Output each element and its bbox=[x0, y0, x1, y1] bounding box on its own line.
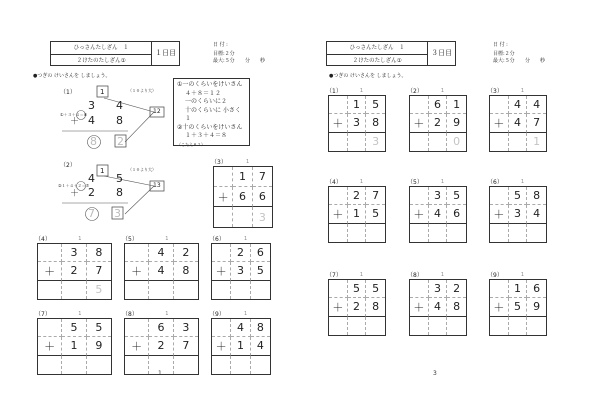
ex2-a-ones: 5 bbox=[116, 172, 123, 185]
addend-2-ones-cell: 5 bbox=[366, 205, 385, 223]
plus-sign-cell: ＋ bbox=[490, 114, 509, 132]
ex1-plus: ＋ bbox=[70, 117, 80, 127]
explain-line-7: （こたえ８２） bbox=[177, 141, 205, 147]
answer-cell[interactable] bbox=[410, 224, 429, 242]
addend-1-ones-cell: 5 bbox=[366, 96, 385, 114]
answer-cell[interactable] bbox=[509, 224, 528, 242]
addend-1-ones-cell: 5 bbox=[447, 187, 466, 205]
addend-2-ones-cell: 6 bbox=[253, 187, 272, 207]
plus-sign-cell: ＋ bbox=[38, 337, 62, 355]
target-time: 目標:２分 bbox=[213, 51, 235, 57]
addition-problem-grid bbox=[211, 318, 271, 375]
addend-1-tens-cell: 2 bbox=[348, 187, 367, 205]
addend-1-tens-cell: 4 bbox=[149, 244, 173, 262]
empty-cell bbox=[490, 280, 509, 298]
empty-cell bbox=[38, 319, 62, 337]
carry-mark: 1 bbox=[359, 272, 364, 278]
addition-problem-grid bbox=[37, 318, 112, 375]
explain-line-6: １＋３＋４＝８ bbox=[185, 132, 228, 139]
addend-1-ones-cell: 7 bbox=[253, 167, 272, 187]
answer-cell[interactable] bbox=[38, 281, 62, 299]
empty-cell bbox=[214, 167, 233, 187]
plus-sign-cell: ＋ bbox=[329, 114, 348, 132]
addend-1-ones-cell: 1 bbox=[447, 96, 466, 114]
time-units: 分 秒 bbox=[245, 58, 266, 64]
answer-ones-cell[interactable] bbox=[174, 281, 198, 299]
answer-cell[interactable] bbox=[231, 281, 250, 299]
addend-2-tens-cell: 1 bbox=[62, 337, 86, 355]
answer-cell[interactable] bbox=[125, 281, 149, 299]
addend-2-tens-cell: 2 bbox=[348, 298, 367, 316]
example-2-ten-note: （１０より大） bbox=[128, 167, 156, 172]
addend-1-tens-cell: 5 bbox=[348, 280, 367, 298]
addend-2-tens-cell: 2 bbox=[429, 114, 448, 132]
answer-cell[interactable] bbox=[231, 356, 250, 374]
answer-cell[interactable] bbox=[212, 356, 231, 374]
plus-sign-cell: ＋ bbox=[490, 298, 509, 316]
carry-box-digit-2: 1 bbox=[100, 167, 105, 175]
ex2-b-tens: 2 bbox=[88, 186, 95, 199]
addend-2-ones-cell: 8 bbox=[366, 114, 385, 132]
plus-sign-cell: ＋ bbox=[410, 114, 429, 132]
addend-1-ones-cell: 5 bbox=[366, 280, 385, 298]
carry-mark: 1 bbox=[440, 179, 445, 185]
example-2-step-note: ②１＋４＋２＝⑦ bbox=[58, 183, 90, 188]
answer-ones-cell[interactable]: 3 bbox=[372, 135, 380, 149]
carry-mark: 1 bbox=[244, 311, 248, 317]
addend-2-ones-cell: 7 bbox=[174, 337, 198, 355]
answer-ones-cell[interactable]: 1 bbox=[533, 135, 541, 149]
addend-2-ones-cell: 4 bbox=[527, 205, 546, 223]
addend-1-ones-cell: 7 bbox=[366, 187, 385, 205]
answer-cell[interactable] bbox=[329, 317, 348, 335]
addend-2-tens-cell: 4 bbox=[429, 298, 448, 316]
addition-problem-grid bbox=[124, 243, 199, 300]
explain-line-5: ②十のくらいをけいさん bbox=[177, 123, 243, 131]
addend-1-ones-cell: 4 bbox=[527, 96, 546, 114]
plus-sign-cell: ＋ bbox=[38, 262, 62, 280]
plus-sign-cell: ＋ bbox=[125, 337, 149, 355]
addend-2-ones-cell: 7 bbox=[527, 114, 546, 132]
addend-1-ones-cell: 8 bbox=[527, 187, 546, 205]
carry-mark: 1 bbox=[359, 179, 364, 185]
answer-cell[interactable] bbox=[125, 356, 149, 374]
problem-label: （1） bbox=[326, 88, 342, 95]
addend-1-ones-cell: 6 bbox=[251, 244, 270, 262]
answer-cell[interactable] bbox=[490, 317, 509, 335]
addend-2-ones-cell: 7 bbox=[87, 262, 111, 280]
problem-label: （2） bbox=[407, 88, 423, 95]
addend-2-ones-cell: 9 bbox=[447, 114, 466, 132]
plus-sign-cell: ＋ bbox=[410, 205, 429, 223]
answer-cell[interactable] bbox=[329, 133, 348, 151]
addition-problem-grid bbox=[328, 186, 386, 243]
answer-ones-cell[interactable]: 5 bbox=[95, 283, 103, 297]
carry-mark: 1 bbox=[440, 88, 445, 94]
ex2-result-ones: 3 bbox=[114, 207, 121, 220]
answer-cell[interactable] bbox=[509, 133, 528, 151]
example-2-carry-value: 13 bbox=[153, 182, 161, 189]
carry-mark: 1 bbox=[520, 179, 525, 185]
problem-label: （3） bbox=[211, 159, 227, 166]
addend-2-tens-cell: 4 bbox=[509, 114, 528, 132]
answer-ones-cell[interactable] bbox=[251, 356, 270, 374]
problem-label: （6） bbox=[209, 236, 225, 243]
addend-1-tens-cell: 6 bbox=[429, 96, 448, 114]
addend-1-tens-cell: 5 bbox=[509, 187, 528, 205]
addend-2-tens-cell: 3 bbox=[231, 262, 250, 280]
addition-problem-grid bbox=[489, 95, 547, 152]
plus-sign-cell: ＋ bbox=[329, 205, 348, 223]
answer-cell[interactable] bbox=[348, 133, 367, 151]
addend-1-ones-cell: 8 bbox=[87, 244, 111, 262]
worksheet-title: ひっさんたしざん １ bbox=[73, 45, 129, 51]
answer-cell[interactable] bbox=[429, 224, 448, 242]
carry-mark: 1 bbox=[165, 236, 169, 242]
problem-label: （5） bbox=[122, 236, 138, 243]
addition-problem-grid bbox=[211, 243, 271, 300]
day-label: ３日目 bbox=[431, 49, 453, 57]
addend-2-ones-cell: 9 bbox=[527, 298, 546, 316]
answer-cell[interactable] bbox=[348, 224, 367, 242]
answer-cell[interactable] bbox=[149, 281, 173, 299]
addition-problem-grid bbox=[37, 243, 112, 300]
addend-2-tens-cell: 3 bbox=[348, 114, 367, 132]
explain-line-2: ４＋８＝１２ bbox=[185, 89, 222, 97]
addition-problem-grid bbox=[409, 95, 467, 152]
answer-cell[interactable] bbox=[410, 133, 429, 151]
addend-2-ones-cell: 4 bbox=[251, 337, 270, 355]
answer-cell[interactable] bbox=[62, 281, 86, 299]
addend-2-tens-cell: 2 bbox=[62, 262, 86, 280]
explain-line-3: 一のくらいに２ bbox=[185, 98, 228, 105]
empty-cell bbox=[212, 319, 231, 337]
worksheet-subtitle: ２けたのたしざん① bbox=[327, 54, 427, 66]
problem-label: （9） bbox=[487, 272, 503, 279]
addition-problem-grid bbox=[328, 279, 386, 336]
answer-cell[interactable] bbox=[38, 356, 62, 374]
addend-2-tens-cell: 4 bbox=[149, 262, 173, 280]
addend-1-ones-cell: 3 bbox=[174, 319, 198, 337]
answer-ones-cell[interactable] bbox=[366, 317, 385, 335]
example-1-step-note: ①＋３＋４＝⑧ bbox=[60, 112, 88, 117]
empty-cell bbox=[125, 319, 149, 337]
answer-ones-cell[interactable] bbox=[251, 281, 270, 299]
ex1-a-tens: 3 bbox=[88, 99, 95, 112]
date-label: 日 付 : bbox=[213, 42, 228, 48]
plus-sign-cell: ＋ bbox=[329, 298, 348, 316]
addend-2-tens-cell: 1 bbox=[231, 337, 250, 355]
answer-ones-cell[interactable] bbox=[527, 224, 546, 242]
answer-ones-cell[interactable] bbox=[87, 356, 111, 374]
ex2-plus: ＋ bbox=[70, 189, 80, 199]
problem-label: （3） bbox=[487, 88, 503, 95]
answer-cell[interactable] bbox=[329, 224, 348, 242]
day-label: １日目 bbox=[155, 49, 177, 57]
addend-1-tens-cell: 3 bbox=[429, 280, 448, 298]
addend-2-tens-cell: 5 bbox=[509, 298, 528, 316]
addend-1-ones-cell: 5 bbox=[87, 319, 111, 337]
example-2-label: （2） bbox=[60, 162, 76, 169]
empty-cell bbox=[410, 280, 429, 298]
plus-sign-cell: ＋ bbox=[490, 205, 509, 223]
ex2-a-tens: 4 bbox=[88, 172, 95, 185]
answer-cell[interactable] bbox=[62, 356, 86, 374]
worksheet-header bbox=[326, 41, 456, 66]
problem-label: （8） bbox=[407, 272, 423, 279]
addend-1-ones-cell: 2 bbox=[447, 280, 466, 298]
answer-cell[interactable] bbox=[509, 317, 528, 335]
addend-2-tens-cell: 6 bbox=[233, 187, 252, 207]
example-1-ten-note: （１０より大） bbox=[128, 88, 156, 93]
addend-2-tens-cell: 3 bbox=[509, 205, 528, 223]
ex1-a-ones: 4 bbox=[116, 99, 123, 112]
answer-cell[interactable] bbox=[410, 317, 429, 335]
addend-1-ones-cell: 2 bbox=[174, 244, 198, 262]
addition-problem-grid bbox=[124, 318, 199, 375]
carry-mark: 1 bbox=[78, 311, 82, 317]
explain-line-4: 十のくらいに 小さく１ bbox=[185, 106, 241, 122]
plus-sign-cell: ＋ bbox=[214, 187, 233, 207]
problem-label: （4） bbox=[35, 236, 51, 243]
max-time: 最大:５分 bbox=[213, 58, 235, 64]
plus-sign-cell: ＋ bbox=[410, 298, 429, 316]
max-time: 最大:５分 bbox=[493, 58, 515, 64]
problem-label: （7） bbox=[326, 272, 342, 279]
carry-mark: 1 bbox=[520, 272, 525, 278]
addend-1-ones-cell: 8 bbox=[251, 319, 270, 337]
instruction-text: ●つぎの けいさんを しましょう。 bbox=[329, 73, 407, 79]
addend-2-ones-cell: 8 bbox=[366, 298, 385, 316]
empty-cell bbox=[212, 244, 231, 262]
ex1-b-tens: 4 bbox=[88, 114, 95, 127]
problem-label: （8） bbox=[122, 311, 138, 318]
plus-sign-cell: ＋ bbox=[212, 337, 231, 355]
empty-cell bbox=[329, 187, 348, 205]
answer-ones-cell[interactable] bbox=[174, 356, 198, 374]
addend-2-ones-cell: 8 bbox=[447, 298, 466, 316]
addend-1-tens-cell: 4 bbox=[509, 96, 528, 114]
addend-1-tens-cell: 3 bbox=[429, 187, 448, 205]
problem-label: （9） bbox=[209, 311, 225, 318]
carry-box-digit: 1 bbox=[100, 88, 105, 96]
addend-1-tens-cell: 3 bbox=[62, 244, 86, 262]
addition-problem-grid bbox=[328, 95, 386, 152]
addend-2-tens-cell: 2 bbox=[149, 337, 173, 355]
instruction-text: ●つぎの けいさんを しましょう。 bbox=[33, 73, 111, 79]
example-1-carry-value: 12 bbox=[153, 108, 161, 115]
ex2-b-ones: 8 bbox=[116, 186, 123, 199]
answer-ones-cell[interactable]: 3 bbox=[258, 210, 266, 224]
carry-mark: 1 bbox=[246, 159, 250, 165]
addition-problem-grid bbox=[409, 186, 467, 243]
problem-label: （7） bbox=[35, 311, 51, 318]
carry-mark: 1 bbox=[440, 272, 445, 278]
answer-cell[interactable] bbox=[429, 133, 448, 151]
empty-cell bbox=[38, 244, 62, 262]
answer-ones-cell[interactable] bbox=[527, 317, 546, 335]
addend-1-ones-cell: 6 bbox=[527, 280, 546, 298]
date-label: 日 付 : bbox=[493, 42, 508, 48]
answer-ones-cell[interactable]: 0 bbox=[453, 135, 461, 149]
worksheet-subtitle: ２けたのたしざん① bbox=[51, 54, 151, 66]
addition-problem-grid bbox=[213, 166, 273, 228]
problem-label: （4） bbox=[326, 179, 342, 186]
answer-cell[interactable] bbox=[233, 207, 252, 227]
empty-cell bbox=[125, 244, 149, 262]
empty-cell bbox=[410, 187, 429, 205]
ex1-result-tens: 8 bbox=[90, 135, 97, 148]
addition-problem-grid bbox=[489, 186, 547, 243]
problem-label: （5） bbox=[407, 179, 423, 186]
answer-ones-cell[interactable] bbox=[366, 224, 385, 242]
addend-2-ones-cell: 8 bbox=[174, 262, 198, 280]
answer-cell[interactable] bbox=[348, 317, 367, 335]
empty-cell bbox=[329, 96, 348, 114]
carry-mark: 1 bbox=[78, 236, 82, 242]
answer-ones-cell[interactable] bbox=[447, 224, 466, 242]
worksheet-title: ひっさんたしざん １ bbox=[349, 45, 405, 51]
addend-2-ones-cell: 6 bbox=[447, 205, 466, 223]
addend-1-tens-cell: 5 bbox=[62, 319, 86, 337]
explain-line-1: ①一のくらいをけいさん bbox=[177, 81, 243, 88]
plus-sign-cell: ＋ bbox=[125, 262, 149, 280]
addend-1-tens-cell: 1 bbox=[509, 280, 528, 298]
ex2-result-tens: 7 bbox=[88, 207, 95, 220]
worksheet-page-3 bbox=[300, 0, 600, 400]
page-number: 3 bbox=[433, 370, 437, 377]
addend-2-tens-cell: 4 bbox=[429, 205, 448, 223]
ex1-b-ones: 8 bbox=[116, 114, 123, 127]
empty-cell bbox=[490, 187, 509, 205]
addend-1-tens-cell: 2 bbox=[231, 244, 250, 262]
time-units: 分 秒 bbox=[525, 58, 546, 64]
plus-sign-cell: ＋ bbox=[212, 262, 231, 280]
addition-problem-grid bbox=[489, 279, 547, 336]
answer-cell[interactable] bbox=[212, 281, 231, 299]
answer-cell[interactable] bbox=[214, 207, 233, 227]
addend-1-tens-cell: 1 bbox=[233, 167, 252, 187]
carry-mark: 1 bbox=[244, 236, 248, 242]
carry-mark: 1 bbox=[359, 88, 364, 94]
addition-problem-grid bbox=[409, 279, 467, 336]
answer-cell[interactable] bbox=[490, 133, 509, 151]
addend-1-tens-cell: 6 bbox=[149, 319, 173, 337]
answer-cell[interactable] bbox=[490, 224, 509, 242]
empty-cell bbox=[410, 96, 429, 114]
empty-cell bbox=[490, 96, 509, 114]
example-1-label: （1） bbox=[60, 89, 76, 96]
addend-1-tens-cell: 1 bbox=[348, 96, 367, 114]
problem-label: （6） bbox=[487, 179, 503, 186]
answer-ones-cell[interactable] bbox=[447, 317, 466, 335]
carry-mark: 1 bbox=[520, 88, 525, 94]
carry-mark: 1 bbox=[165, 311, 169, 317]
addend-1-tens-cell: 4 bbox=[231, 319, 250, 337]
target-time: 目標:２分 bbox=[493, 51, 515, 57]
addend-2-ones-cell: 9 bbox=[87, 337, 111, 355]
ex1-result-ones: 2 bbox=[117, 135, 124, 148]
addend-2-ones-cell: 5 bbox=[251, 262, 270, 280]
addend-2-tens-cell: 1 bbox=[348, 205, 367, 223]
answer-cell[interactable] bbox=[429, 317, 448, 335]
explanation-box bbox=[173, 78, 250, 146]
empty-cell bbox=[329, 280, 348, 298]
page-number: 1 bbox=[158, 370, 162, 377]
